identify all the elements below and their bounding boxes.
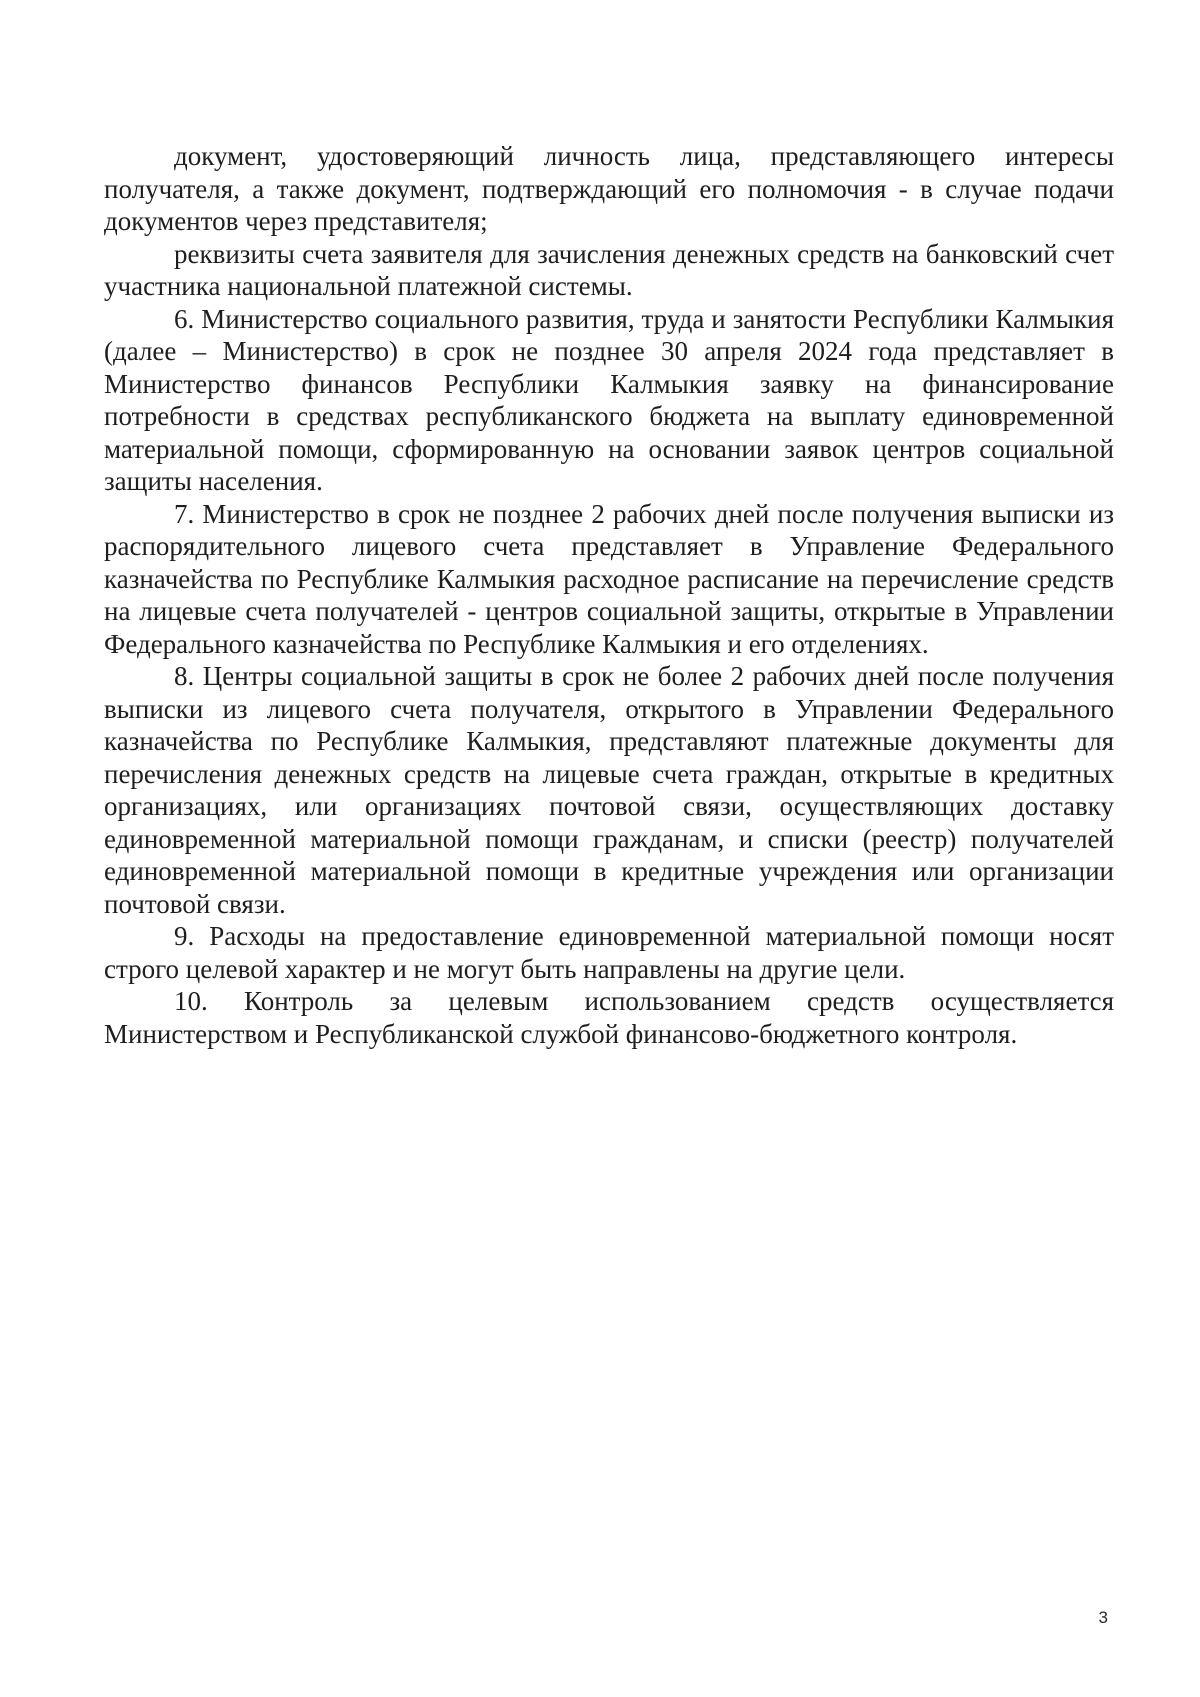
paragraph-item-9: 9. Расходы на предоставление единовременной материальной помощи носят строго целевой характер и не могут быть направлены на другие цели. [104,921,1114,984]
paragraph-bank-details: реквизиты счета заявителя для зачисления денежных средств на банковский счет участника национальной платежной системы. [104,238,1114,301]
document-body [104,140,1114,1050]
paragraph-identity-document: документ, удостоверяющий личность лица, представляющего интересы получателя, а также документ, подтверждающий его полномочия - в случае подачи документов через представителя; [104,141,1114,236]
paragraph-item-6: 6. Министерство социального развития, труда и занятости Республики Калмыкия (далее – Министерство) в срок не позднее 30 апреля 2024 года представляет в Министерство финансов Республики Калмыкия заявку на финансирование потребности в средствах республиканского бюджета на выплату единовременной материальной помощи, сформированную на основании заявок центров социальной защиты населения. [104,303,1114,496]
page-number: 3 [1098,1608,1108,1627]
paragraph-item-10: 10. Контроль за целевым использованием средств осуществляется Министерством и Республиканской службой финансово-бюджетного контроля. [104,986,1114,1049]
paragraph-item-8: 8. Центры социальной защиты в срок не более 2 рабочих дней после получения выписки из лицевого счета получателя, открытого в Управлении Федерального казначейства по Республике Калмыкия, представляют платежные документы для перечисления денежных средств на лицевые счета граждан, открытые в кредитных организациях, или организациях почтовой связи, осуществляющих доставку единовременной материальной помощи гражданам, и списки (реестр) получателей единовременной материальной помощи в кредитные учреждения или организации почтовой связи. [104,661,1114,919]
paragraph-item-7: 7. Министерство в срок не позднее 2 рабочих дней после получения выписки из распорядительного лицевого счета представляет в Управление Федерального казначейства по Республике Калмыкия расходное расписание на перечисление средств на лицевые счета получателей - центров социальной защиты, открытые в Управлении Федерального казначейства по Республике Калмыкия и его отделениях. [104,498,1114,659]
